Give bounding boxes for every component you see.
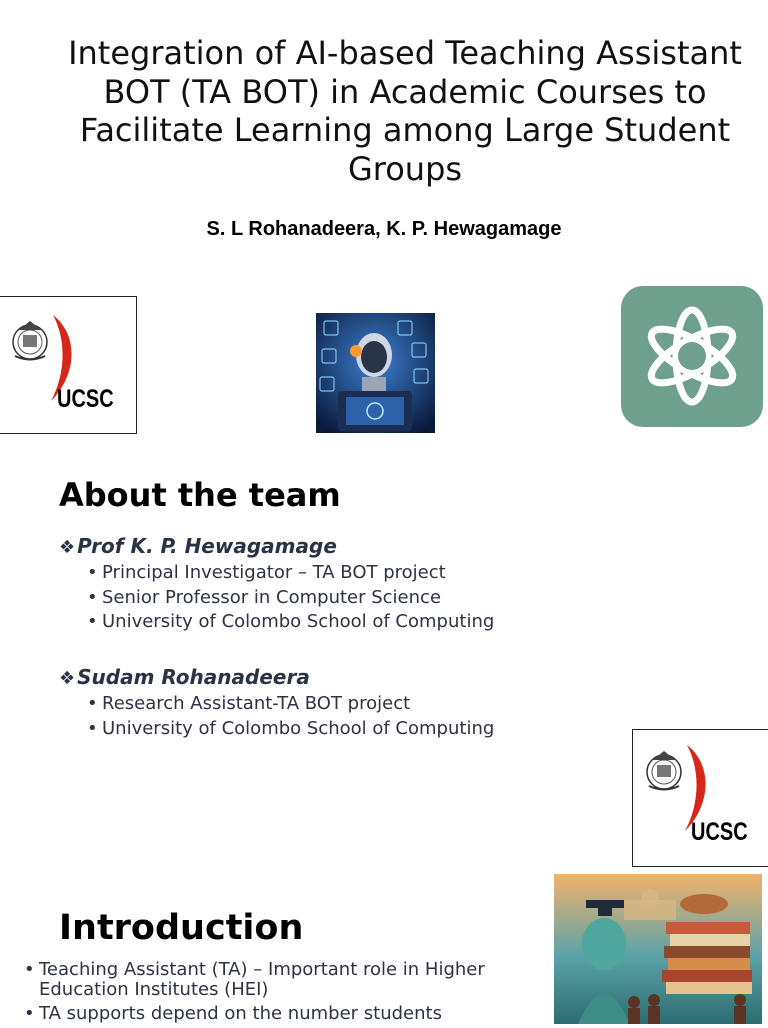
member-name [59, 665, 310, 689]
openai-logo-icon [621, 286, 763, 427]
ucsc-logo-text: UCSC [57, 385, 114, 413]
about-heading: About the team [59, 476, 341, 514]
slide-authors: S. L Rohanadeera, K. P. Hewagamage [206, 218, 562, 240]
member-role-list [87, 692, 494, 741]
member-role-list [87, 561, 494, 635]
member-name-text: Prof K. P. Hewagamage [77, 534, 337, 558]
list-item: • Teaching Assistant (TA) – Important role in Higher Education Institutes (HEI) [24, 960, 544, 1000]
graduate-illustration-image [554, 874, 762, 1024]
list-item: • Principal Investigator – TA BOT project [87, 561, 494, 586]
ucsc-logo [0, 296, 137, 434]
list-item: • Senior Professor in Computer Science [87, 586, 494, 611]
ai-robot-image [316, 313, 435, 433]
member-name-text: Sudam Rohanadeera [77, 665, 310, 689]
member-name [59, 534, 337, 558]
introduction-heading: Introduction [59, 908, 304, 948]
diamond-bullet-icon: ❖ [59, 537, 76, 558]
list-item: • University of Colombo School of Computing [87, 610, 494, 635]
slide-title: Integration of AI-based Teaching Assistant BOT (TA BOT) in Academic Courses to Facilitate Learning among Large Student Groups [68, 34, 742, 188]
diamond-bullet-icon: ❖ [59, 668, 76, 689]
ucsc-logo [632, 729, 768, 867]
ucsc-logo-text: UCSC [691, 818, 748, 846]
list-item: • TA supports depend on the number students [24, 1004, 544, 1024]
list-item: • University of Colombo School of Computing [87, 717, 494, 742]
list-item: • Research Assistant-TA BOT project [87, 692, 494, 717]
introduction-bullets [24, 960, 544, 1028]
